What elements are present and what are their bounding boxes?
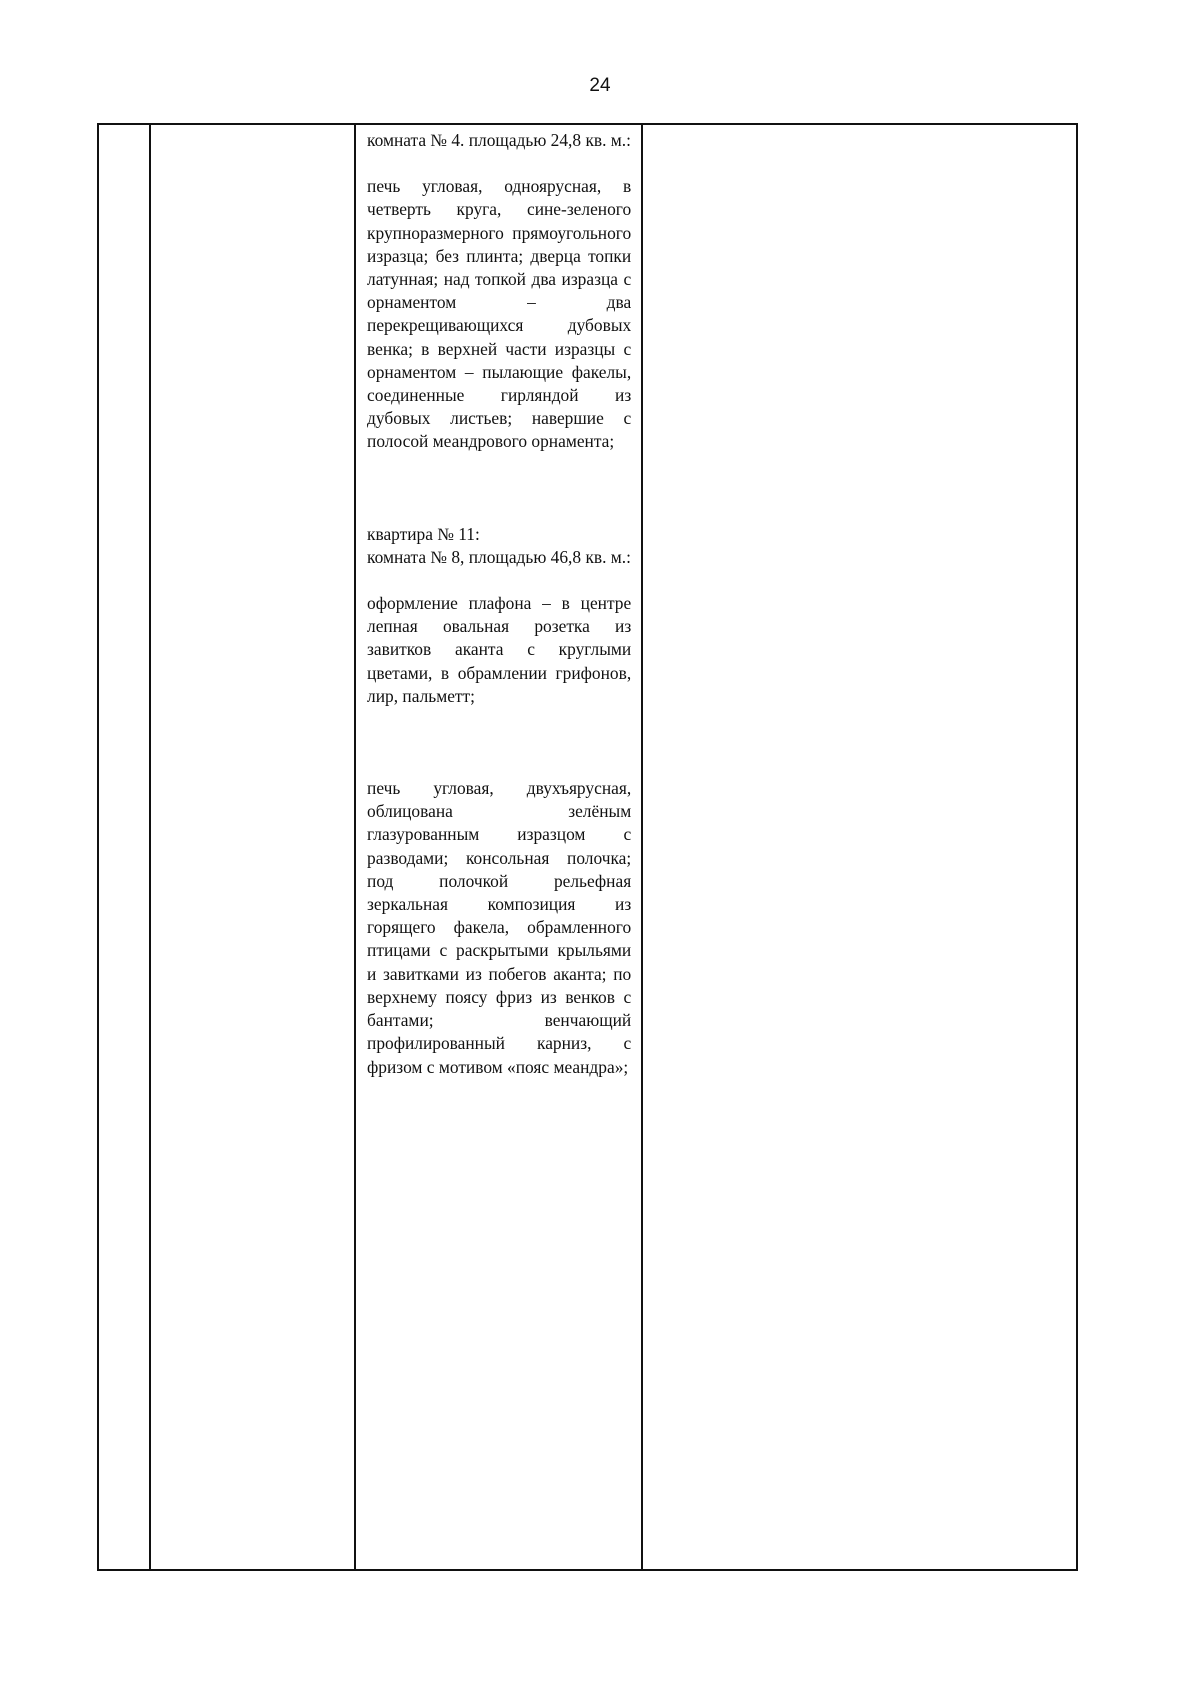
- description-text: [367, 129, 631, 1079]
- cell-notes: [642, 124, 1077, 1570]
- room-8-heading: комната № 8, площадью 46,8 кв. м.:: [367, 546, 631, 567]
- plafond-description: оформление плафона – в центре лепная овальная розетка из завитков аканта с круглыми цветами, в обрамлении грифонов, лир, пальметт;: [367, 593, 632, 706]
- cell-object-name: [150, 124, 355, 1570]
- spacer: [367, 708, 631, 777]
- cell-description: [355, 124, 642, 1570]
- table-row: [98, 124, 1077, 1570]
- room-4-heading: комната № 4. площадью 24,8 кв. м.:: [367, 130, 631, 150]
- stove-description-2: печь угловая, двухъярусная, облицована зелёным глазурованным изразцом с разводами; консольная полочка; под полочкой рельефная зеркальная композиция из горящего факела, обрамленного птицами с раскрытыми крыльями и завитками из побегов аканта; по верхнему поясу фриз из венков с бантами; венчающий профилированный карниз, с фризом с мотивом «пояс меандра»;: [367, 778, 632, 1077]
- spacer: [367, 569, 631, 592]
- page-number: 24: [589, 75, 611, 96]
- register-table: [97, 123, 1078, 1571]
- cell-number: [98, 124, 150, 1570]
- apartment-11-heading: квартира № 11:: [367, 523, 480, 544]
- stove-description-1: печь угловая, одноярусная, в четверть круга, сине-зеленого крупноразмерного прямоугольного изразца; без плинта; дверца топки латунная; над топкой два изразца с орнаментом – два перекрещивающихся дубовых венка; в верхней части изразцы с орнаментом – пылающие факелы, соединенные гирляндой из дубовых листьев; навершие с полосой меандрового орнамента;: [367, 176, 632, 452]
- spacer: [367, 454, 631, 523]
- spacer: [367, 152, 631, 175]
